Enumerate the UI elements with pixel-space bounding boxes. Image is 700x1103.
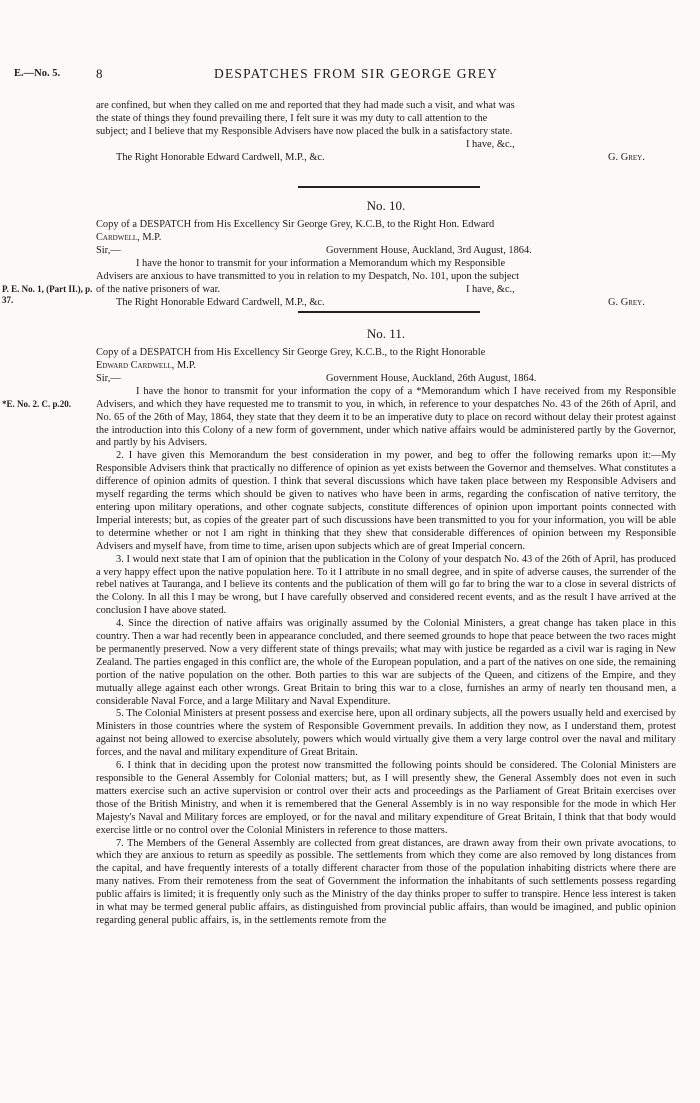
text-line: subject; and I believe that my Responsible Advisers have now placed the bulk in a satisfactory state.: [96, 125, 513, 137]
despatch-title-cont: Edward Cardwell, M.P.: [96, 359, 197, 371]
closing: I have, &c.,: [466, 283, 515, 295]
closing-line: [96, 139, 676, 152]
salutation-line: [96, 245, 676, 258]
section-divider: [298, 186, 480, 188]
page-number: 8: [96, 66, 103, 81]
paragraph: 3. I would next state that I am of opinion that the publication in the Colony of your despatch No. 43 of the 26th of April, has produced a very happy effect upon the native population here. To it I attribute in no small degree, and in spite of adverse causes, the surrender of the rebel natives at Tauranga, and I believe its contents and the publication of them will go far to bring the war to a close in several districts of the Colony. In all this I may be wrong, but I have carefully observed and considered recent events, and as the result I have arrived at the conclusion I have above stated.: [96, 553, 676, 617]
text-line: are confined, but when they called on me and reported that they had made such a visit, and what was: [96, 100, 515, 111]
closing: I have, &c.,: [466, 138, 515, 150]
running-head: [14, 66, 686, 84]
paragraph: 2. I have given this Memorandum the best consideration in my power, and beg to offer the following remarks upon it:—My Responsible Advisers think that practically no difference of opinion as yet exists between the Governor and themselves. What constitutes a difference of opinion admits of question. I think that several discussions which have taken place between my Responsible Advisers and myself regarding the terms which should be given to natives who have been in arms, regarding the confiscation of native territory, the entering upon military operations, and other cognate subjects, constitute differences of opinion upon important points connected with Imperial interests; but, as copies of the greater part of such discussions have been transmitted to you for your information, you will be able to determine whether or not I am right in thinking that they shew that considerable differences of opinion between my Responsible Advisers and myself have, from time to time, arisen upon subjects which are of great Imperial concern.: [96, 450, 676, 552]
text-line: the state of things they found prevailing there, I felt sure it was my duty to call attention to the: [96, 112, 488, 124]
paragraph: 7. The Members of the General Assembly are collected from great distances, are drawn away from their own private avocations, to which they are anxious to return as speedily as possible. The settlements from which they come are also removed by long distances from the capital, and have frequently interests of a totally different character from those of the population inhabiting districts where there are many natives. From their remoteness from the seat of Government the information the inhabitants of such settlements possess regarding public affairs is limited; it is frequently only such as the Ministry of the day thinks proper to suffer to transpire. Hence less interest is taken in what may be termed general public affairs, as distinguished from provincial public affairs, than would be imagined, and public opinion regarding general public affairs, is, in the settlements remote from the: [96, 837, 676, 926]
despatch-number: No. 11.: [366, 326, 406, 341]
despatch-number: No. 10.: [366, 198, 406, 213]
margin-reference: P. E. No. 1, (Part II.), p. 37.: [2, 284, 93, 305]
section-divider: [298, 311, 480, 313]
addressee: The Right Honorable Edward Cardwell, M.P., &c.: [116, 296, 325, 308]
text-line: I have the honor to transmit for your information a Memorandum which my Responsible: [136, 257, 506, 269]
text-line: of the native prisoners of war.: [96, 283, 221, 295]
page-title: DESPATCHES FROM SIR GEORGE GREY: [214, 66, 499, 81]
salutation-line: [96, 373, 676, 386]
place-date: Government House, Auckland, 26th August, 1864.: [326, 372, 537, 384]
paragraph: I have the honor to transmit for your information the copy of a *Memorandum which I have received from my Responsible Advisers, and which they have requested me to transmit to you, in which, in reference to your despatches No. 43 of the 26th of April, and No. 65 of the 26th of May, 1864, they state that they deem it to be an imperative duty to place on record without delay their protest against the introduction into this Colony of a new form of government, under which native affairs would be administered partly by the Governor, and partly by his Advisers.: [96, 385, 676, 449]
salutation: Sir,—: [96, 244, 121, 256]
margin-reference: *E. No. 2. C. p.20.: [2, 399, 72, 409]
paragraph: 4. Since the direction of native affairs was originally assumed by the Colonial Ministers, a great change has taken place in this country. Then a war had recently been in appearance concluded, and there seemed grounds to hope that peace between the two races might be permanently preserved. Now a very different state of things prevails; what may with justice be regarded as a civil war is raging in New Zealand. The parties engaged in this conflict are, the whole of the European population, and a part of the natives on one side, the remaining portion of the native population on the other. Both parties to this war are subjects of the Queen, and citizens of the Empire, and they mutually allege against each other wrongs. Great Britain to bring this war to a close, furnishes an army of nearly ten thousand men, a considerable Naval Force, and a large Military and Naval Expenditure.: [96, 618, 676, 707]
paper-reference: E.—No. 5.: [14, 68, 61, 79]
place-date: Government House, Auckland, 3rd August, 1864.: [326, 244, 532, 256]
salutation: Sir,—: [96, 372, 121, 384]
despatch-title: Copy of a DESPATCH from His Excellency Sir George Grey, K.C.B., to the Right Honorable: [96, 347, 486, 358]
despatch-no11: [96, 347, 676, 928]
despatch-no10: [96, 219, 676, 310]
paragraph: 6. I think that in deciding upon the protest now transmitted the following points should be considered. The Colonial Ministers are responsible to the General Assembly for Colonial matters; but, as I will presently shew, the General Assembly does not even in such matters exercise such an active supervision or control over their acts and proceedings as the Parliament of Great Britain exercises over those of the British Ministry, and when it is remembered that the General Assembly is in no way responsible for the mode in which Her Majesty's Naval and Military forces are employed, or for the naval and military expenditure of Great Britain, I think that that body would exercise little or no control over the Colonial Ministers in reference to those matters.: [96, 760, 676, 836]
signature: G. Grey.: [608, 151, 645, 163]
despatch-title: Copy of a DESPATCH from His Excellency Sir George Grey, K.C.B, to the Right Hon. Edward: [96, 219, 495, 230]
signature: G. Grey.: [608, 296, 645, 308]
closing-line: [96, 284, 676, 297]
despatch-title-cont: Cardwell, M.P.: [96, 231, 162, 243]
addressee-line: [96, 152, 676, 165]
text-line: Advisers are anxious to have transmitted to you in relation to my Despatch, No. 101, upon the subject: [96, 270, 520, 282]
paragraph: 5. The Colonial Ministers at present possess and exercise here, upon all ordinary subjects, all the powers usually held and exercised by Ministers in those countries where the system of Responsible Government prevails. In addition they now, as I understand them, protest against not being allowed to exercise absolutely, powers which would virtually give them a very large control over the naval and military forces, and the naval and military expenditure of Great Britain.: [96, 708, 676, 759]
addressee-line: [96, 297, 676, 310]
addressee: The Right Honorable Edward Cardwell, M.P., &c.: [116, 151, 325, 163]
previous-despatch-continuation: [96, 100, 676, 165]
